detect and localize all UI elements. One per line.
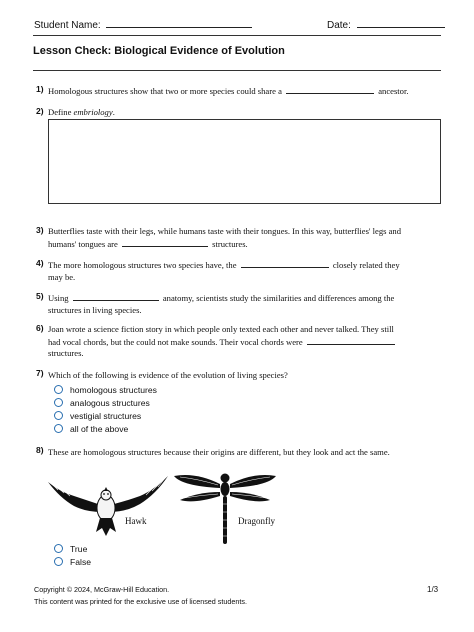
question-text: ancestor. [378,86,409,96]
option-label: vestigial structures [70,410,142,421]
radio-button[interactable] [54,385,63,394]
date-label: Date: [327,20,351,31]
question-1 [48,85,409,98]
answer-textbox[interactable] [48,119,441,204]
option-label: False [70,556,92,567]
option-analogous[interactable] [54,396,157,409]
answer-blank[interactable] [241,259,329,268]
question-8: These are homologous structures because their origins are different, but they look and act the same. [48,447,390,457]
license-notice: This content was printed for the exclusive use of licensed students. [34,597,247,606]
question-7-options [54,383,157,435]
question-number: 7) [36,368,44,378]
question-number: 1) [36,84,44,94]
option-vestigial[interactable] [54,409,157,422]
student-name-field[interactable] [106,17,252,28]
student-name-row [34,17,252,31]
hawk-illustration [46,468,170,540]
question-6 [48,324,397,360]
question-text: Butterflies taste with their legs, while humans taste with their tongues. In this way, butterflies' legs and [48,226,402,236]
date-row [327,17,445,31]
radio-button[interactable] [54,411,63,420]
question-text: humans' tongues are [48,238,118,249]
question-text: closely related they [332,260,400,270]
radio-button[interactable] [54,544,63,553]
question-text: Using [48,293,69,303]
answer-blank[interactable] [307,336,395,345]
radio-button[interactable] [54,398,63,407]
radio-button[interactable] [54,557,63,566]
option-all-of-the-above[interactable] [54,422,157,435]
question-7: Which of the following is evidence of the evolution of living species? [48,370,288,380]
option-true[interactable] [54,542,91,555]
option-false[interactable] [54,555,91,568]
dragonfly-label: Dragonfly [238,516,275,526]
question-text: structures. [212,238,248,249]
copyright-text: Copyright © 2024, McGraw-Hill Education. [34,585,170,594]
header-divider [33,35,441,36]
question-8-options [54,542,91,568]
question-text: Homologous structures show that two or more species could share a [48,86,282,96]
question-number: 8) [36,445,44,455]
question-text: anatomy, scientists study the similarities and differences among the [162,293,395,303]
question-text: structures in living species. [48,304,142,315]
option-label: all of the above [70,423,129,434]
option-homologous[interactable] [54,383,157,396]
student-name-label: Student Name: [34,20,101,31]
option-label: analogous structures [70,397,150,408]
question-term: embriology [73,107,113,117]
question-number: 6) [36,323,44,333]
question-text: had vocal chords, but the could not make sounds. Their vocal chords were [48,336,303,347]
option-label: True [70,543,88,554]
question-text: may be. [48,271,76,282]
question-5 [48,292,394,316]
dragonfly-illustration [172,470,278,546]
hawk-label: Hawk [125,516,147,526]
question-text: Define [48,107,74,117]
answer-blank[interactable] [73,292,159,301]
question-text: . [112,107,115,117]
page-title: Lesson Check: Biological Evidence of Evolution [33,45,285,57]
date-field[interactable] [357,17,445,28]
option-label: homologous structures [70,384,157,395]
question-number: 3) [36,225,44,235]
answer-blank[interactable] [122,238,208,247]
question-4 [48,259,400,283]
radio-button[interactable] [54,424,63,433]
question-text: The more homologous structures two species have, the [48,260,237,270]
question-text: structures. [48,348,84,358]
title-divider [33,70,441,71]
question-number: 4) [36,258,44,268]
question-text: Joan wrote a science fiction story in which people only texted each other and never talked. They still [48,324,394,334]
question-number: 2) [36,106,44,116]
question-2 [48,107,115,119]
answer-blank[interactable] [286,85,374,94]
question-3 [48,226,401,250]
page-number: 1/3 [427,585,439,594]
question-number: 5) [36,291,44,301]
